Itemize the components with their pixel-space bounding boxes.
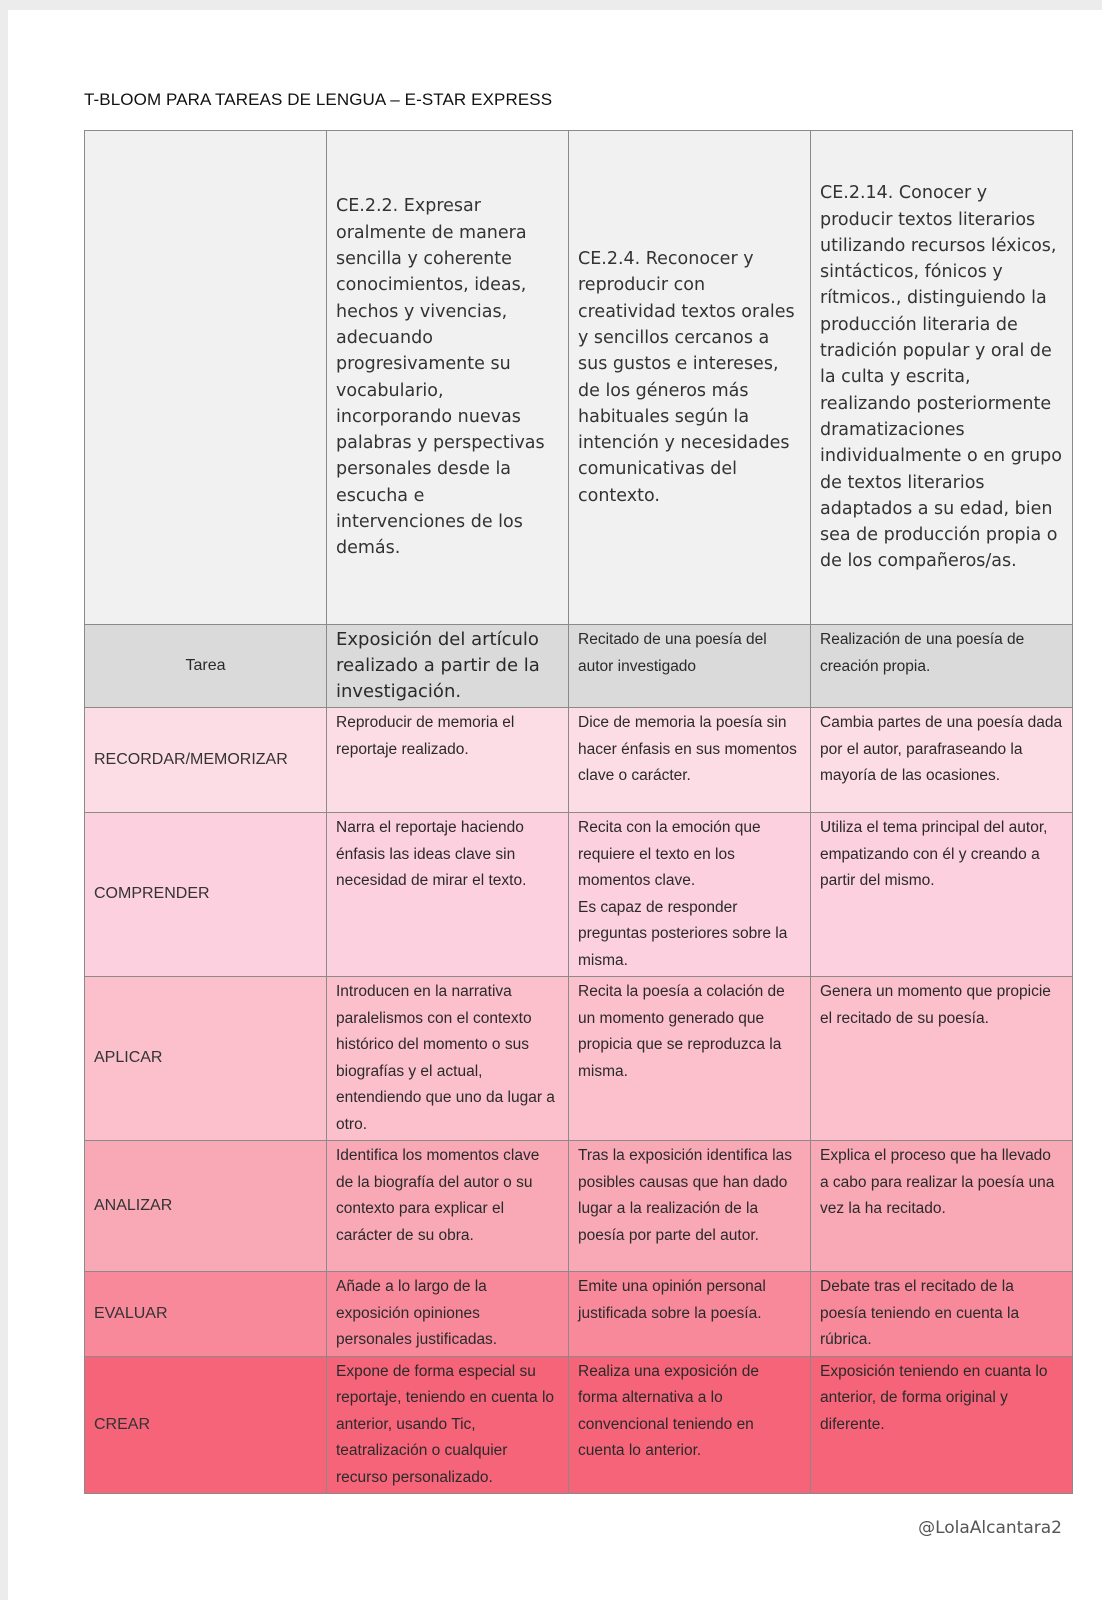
level-name: EVALUAR [85,1272,327,1357]
document-page [8,10,1102,1600]
cell-paragraph: Reproducir de memoria el reportaje realizado. [336,714,515,758]
level-name: APLICAR [85,977,327,1141]
level-task-cell [569,708,811,813]
author-watermark: @LolaAlcantara2 [918,1518,1062,1538]
level-task-cell [811,1272,1073,1357]
level-task-cell [327,977,569,1141]
level-task-cell [327,813,569,977]
level-task-cell [811,1141,1073,1272]
document-title: T-BLOOM PARA TAREAS DE LENGUA – E-STAR EXPRESS [84,90,553,109]
level-task-cell [811,1356,1073,1494]
level-row [85,708,1073,813]
level-task-cell [569,977,811,1141]
cell-paragraph: Utiliza el tema principal del autor, empatizando con él y creando a partir del mismo. [820,819,1048,889]
level-row [85,1141,1073,1272]
level-task-cell [569,1141,811,1272]
level-name: ANALIZAR [85,1141,327,1272]
cell-paragraph: Es capaz de responder preguntas posteriores sobre la misma. [578,898,788,969]
level-task-cell [569,813,811,977]
cell-paragraph: Añade a lo largo de la exposición opiniones personales justificadas. [336,1278,498,1348]
criteria-row [85,131,1073,625]
level-task-cell [811,708,1073,813]
criterion-cell: CE.2.14. Conocer y producir textos literarios utilizando recursos léxicos, sintácticos, fónicos y rítmicos., distinguiendo la producción literaria de tradición popular y oral de la culta y escrita, realizando posteriormente dramatizaciones individualmente o en grupo de textos literarios adaptados a su edad, bien sea de producción propia o de los compañeros/as. [811,131,1073,625]
level-row [85,1356,1073,1494]
cell-paragraph: Realiza una exposición de forma alternativa a lo convencional teniendo en cuenta lo anterior. [578,1362,759,1459]
cell-paragraph: Narra el reportaje haciendo énfasis las ideas clave sin necesidad de mirar el texto. [336,819,527,889]
cell-paragraph: Recita con la emoción que requiere el texto en los momentos clave. [578,819,761,889]
level-task-cell [327,1141,569,1272]
level-row [85,813,1073,977]
level-task-cell [327,708,569,813]
level-task-cell [569,1272,811,1357]
bloom-taxonomy-table [84,130,1073,1494]
level-name: COMPRENDER [85,813,327,977]
task-cell: Realización de una poesía de creación propia. [811,625,1073,708]
level-name: CREAR [85,1356,327,1494]
task-cell: Exposición del artículo realizado a partir de la investigación. [327,625,569,708]
level-task-cell [569,1356,811,1494]
cell-paragraph: Identifica los momentos clave de la biografía del autor o su contexto para explicar el carácter de su obra. [336,1147,540,1244]
criterion-cell: CE.2.2. Expresar oralmente de manera sencilla y coherente conocimientos, ideas, hechos y vivencias, adecuando progresivamente su vocabulario, incorporando nuevas palabras y perspectivas personales desde la escucha e intervenciones de los demás. [327,131,569,625]
level-row [85,1272,1073,1357]
cell-paragraph: Dice de memoria la poesía sin hacer énfasis en sus momentos clave o carácter. [578,714,797,784]
cell-paragraph: Recita la poesía a colación de un momento generado que propicia que se reproduzca la misma. [578,983,785,1080]
cell-paragraph: Emite una opinión personal justificada sobre la poesía. [578,1278,766,1322]
level-task-cell [327,1272,569,1357]
level-task-cell [811,813,1073,977]
task-cell: Recitado de una poesía del autor investigado [569,625,811,708]
cell-paragraph: Tras la exposición identifica las posibles causas que han dado lugar a la realización de la poesía por parte del autor. [578,1147,792,1244]
cell-paragraph: Genera un momento que propicie el recitado de su poesía. [820,983,1051,1027]
cell-paragraph: Cambia partes de una poesía dada por el autor, parafraseando la mayoría de las ocasiones. [820,714,1063,784]
level-name: RECORDAR/MEMORIZAR [85,708,327,813]
cell-paragraph: Debate tras el recitado de la poesía teniendo en cuenta la rúbrica. [820,1278,1020,1348]
level-task-cell [327,1356,569,1494]
corner-cell [85,131,327,625]
level-row [85,977,1073,1141]
cell-paragraph: Expone de forma especial su reportaje, teniendo en cuenta lo anterior, usando Tic, teatralización o cualquier recurso personalizado. [336,1362,555,1486]
task-row-label: Tarea [85,625,327,708]
level-task-cell [811,977,1073,1141]
cell-paragraph: Introducen en la narrativa paralelismos con el contexto histórico del momento o sus biografías y el actual, entendiendo que uno da lugar a otro. [336,983,555,1133]
cell-paragraph: Exposición teniendo en cuanta lo anterior, de forma original y diferente. [820,1362,1048,1433]
cell-paragraph: Explica el proceso que ha llevado a cabo para realizar la poesía una vez la ha recitado. [820,1147,1055,1217]
task-row [85,625,1073,708]
criterion-cell: CE.2.4. Reconocer y reproducir con creatividad textos orales y sencillos cercanos a sus gustos e intereses, de los géneros más habituales según la intención y necesidades comunicativas del contexto. [569,131,811,625]
